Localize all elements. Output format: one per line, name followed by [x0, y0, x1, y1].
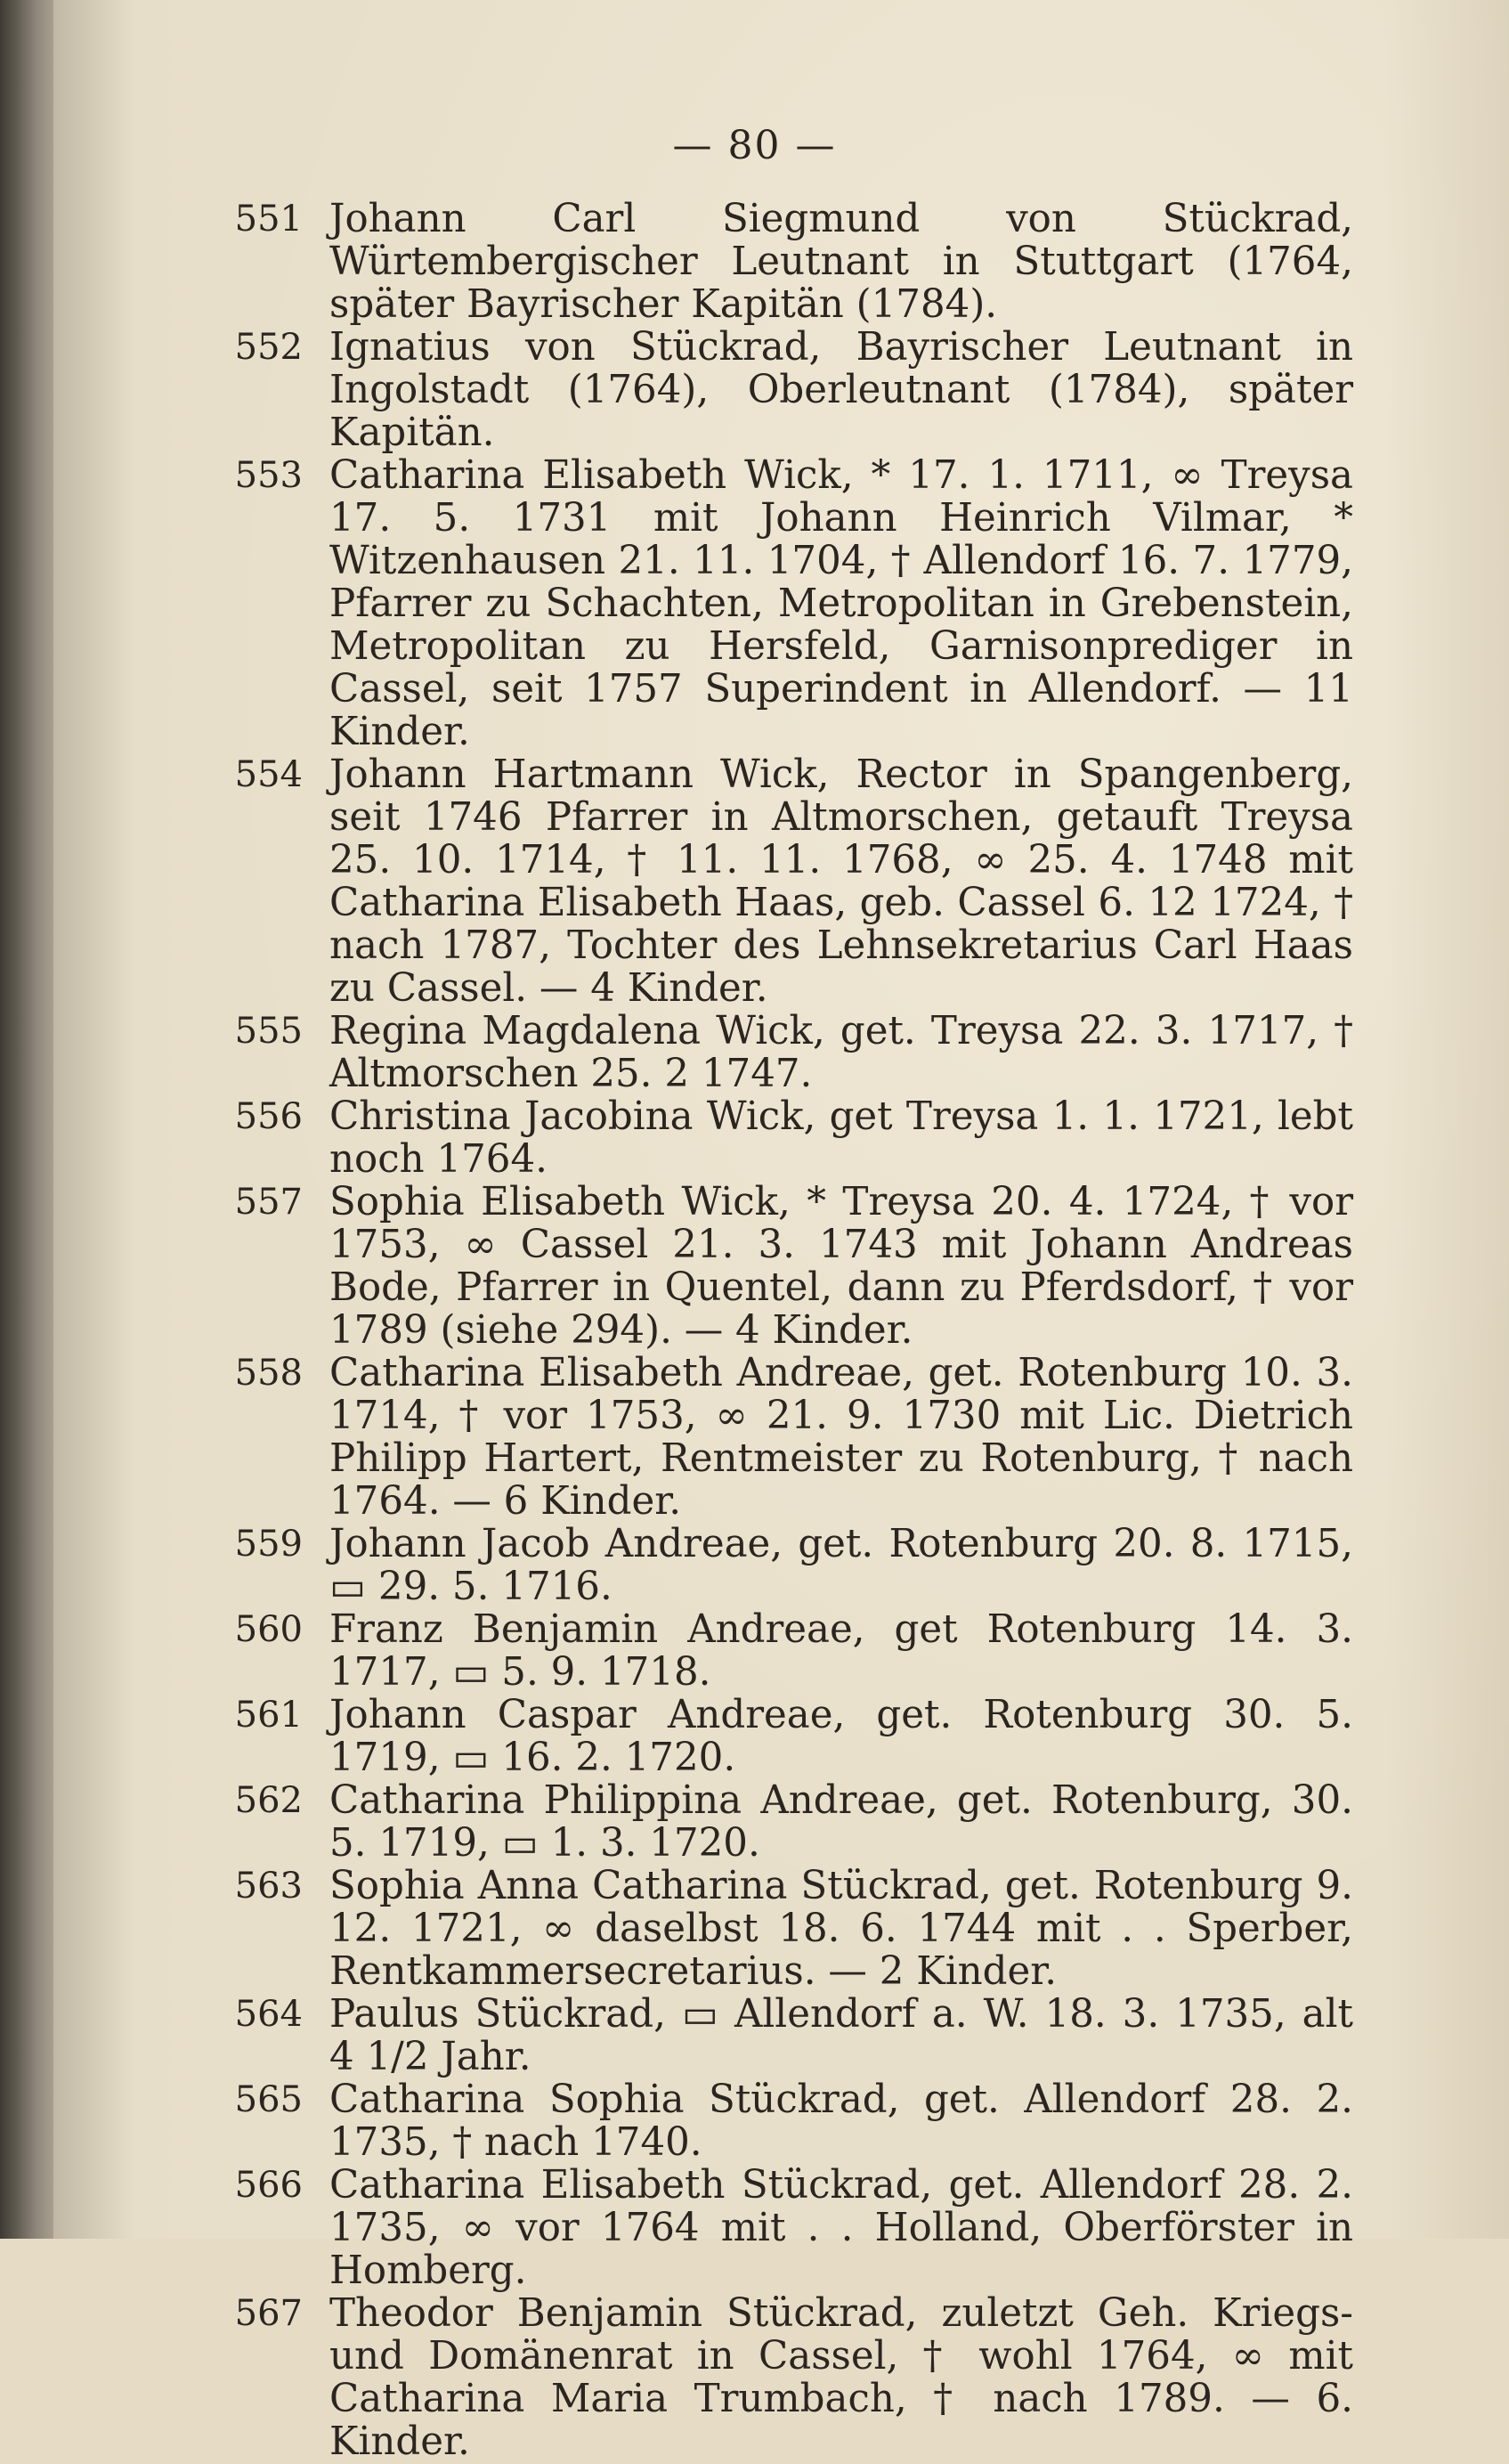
entry-text: Catharina Elisabeth Stückrad, get. Allendorf 28. 2. 1735, ∞ vor 1764 mit . . Holland, Oberförster in Homberg.: [329, 2163, 1353, 2293]
entry-number: 564: [234, 1994, 303, 2035]
entry-554: [234, 752, 1353, 1011]
entry-number: 560: [234, 1609, 303, 1650]
entry-text: Ignatius von Stückrad, Bayrischer Leutnant in Ingolstadt (1764), Oberleutnant (1784), später Kapitän.: [329, 325, 1353, 455]
entry-number: 557: [234, 1182, 303, 1223]
entry-number: 561: [234, 1695, 303, 1736]
entry-text: Sophia Elisabeth Wick, * Treysa 20. 4. 1724, † vor 1753, ∞ Cassel 21. 3. 1743 mit Johann Andreas Bode, Pfarrer in Quentel, dann zu Pferdsdorf, † vor 1789 (siehe 294). — 4 Kinder.: [329, 1180, 1353, 1353]
entry-number: 552: [234, 327, 303, 368]
entry-text: Sophia Anna Catharina Stückrad, get. Rotenburg 9. 12. 1721, ∞ daselbst 18. 6. 1744 mit . . Sperber, Rentkammersecretarius. — 2 Kinder.: [329, 1864, 1353, 1994]
entry-number: 553: [234, 455, 303, 496]
entry-text: Catharina Sophia Stückrad, get. Allendorf 28. 2. 1735, † nach 1740.: [329, 2078, 1353, 2165]
entry-553: [234, 453, 1353, 754]
entry-number: 559: [234, 1524, 303, 1565]
entry-number: 566: [234, 2165, 303, 2206]
entry-561: [234, 1693, 1353, 1780]
entry-559: [234, 1522, 1353, 1609]
entry-text: Johann Caspar Andreae, get. Rotenburg 30. 5. 1719, ▭ 16. 2. 1720.: [329, 1693, 1353, 1780]
entry-number: 556: [234, 1096, 303, 1137]
entry-text: Christina Jacobina Wick, get Treysa 1. 1. 1721, lebt noch 1764.: [329, 1094, 1353, 1182]
entry-number: 565: [234, 2079, 303, 2120]
genealogy-entry-list: [234, 197, 1353, 2464]
entry-567: [234, 2291, 1353, 2464]
entry-564: [234, 1992, 1353, 2079]
entry-number: 563: [234, 1866, 303, 1907]
entry-text: Paulus Stückrad, ▭ Allendorf a. W. 18. 3. 1735, alt 4 1/2 Jahr.: [329, 1992, 1353, 2079]
entry-text: Johann Jacob Andreae, get. Rotenburg 20. 8. 1715, ▭ 29. 5. 1716.: [329, 1522, 1353, 1609]
entry-560: [234, 1607, 1353, 1695]
page-number: — 80 —: [672, 123, 837, 168]
entry-566: [234, 2163, 1353, 2293]
entry-text: Johann Carl Siegmund von Stückrad, Würtembergischer Leutnant in Stuttgart (1764, später Bayrischer Kapitän (1784).: [329, 197, 1353, 327]
entry-text: Catharina Philippina Andreae, get. Rotenburg, 30. 5. 1719, ▭ 1. 3. 1720.: [329, 1778, 1353, 1866]
entry-565: [234, 2078, 1353, 2165]
entry-563: [234, 1864, 1353, 1994]
entry-number: 558: [234, 1353, 303, 1394]
entry-551: [234, 197, 1353, 327]
entry-558: [234, 1351, 1353, 1524]
entry-text: Regina Magdalena Wick, get. Treysa 22. 3. 1717, † Altmorschen 25. 2 1747.: [329, 1009, 1353, 1096]
entry-number: 562: [234, 1780, 303, 1821]
entry-text: Franz Benjamin Andreae, get Rotenburg 14. 3. 1717, ▭ 5. 9. 1718.: [329, 1607, 1353, 1695]
entry-number: 567: [234, 2293, 303, 2334]
entry-number: 555: [234, 1011, 303, 1052]
entry-text: Theodor Benjamin Stückrad, zuletzt Geh. Kriegs- und Domänenrat in Cassel, † wohl 1764, ∞ mit Catharina Maria Trumbach, † nach 1789. — 6. Kinder.: [329, 2291, 1353, 2464]
entry-562: [234, 1778, 1353, 1866]
entry-556: [234, 1094, 1353, 1182]
entry-number: 551: [234, 199, 303, 240]
entry-text: Catharina Elisabeth Wick, * 17. 1. 1711, ∞ Treysa 17. 5. 1731 mit Johann Heinrich Vilmar, * Witzenhausen 21. 11. 1704, † Allendorf 16. 7. 1779, Pfarrer zu Schachten, Metropolitan in Grebenstein, Metropolitan zu Hersfeld, Garnisonprediger in Cassel, seit 1757 Superindent in Allendorf. — 11 Kinder.: [329, 453, 1353, 754]
entry-text: Johann Hartmann Wick, Rector in Spangenberg, seit 1746 Pfarrer in Altmorschen, getauft Treysa 25. 10. 1714, † 11. 11. 1768, ∞ 25. 4. 1748 mit Catharina Elisabeth Haas, geb. Cassel 6. 12 1724, † nach 1787, Tochter des Lehnsekretarius Carl Haas zu Cassel. — 4 Kinder.: [329, 752, 1353, 1011]
entry-number: 554: [234, 754, 303, 795]
entry-557: [234, 1180, 1353, 1353]
entry-text: Catharina Elisabeth Andreae, get. Rotenburg 10. 3. 1714, † vor 1753, ∞ 21. 9. 1730 mit Lic. Dietrich Philipp Hartert, Rentmeister zu Rotenburg, † nach 1764. — 6 Kinder.: [329, 1351, 1353, 1524]
entry-552: [234, 325, 1353, 455]
entry-555: [234, 1009, 1353, 1096]
page-edge-shadow: [1384, 0, 1509, 2239]
